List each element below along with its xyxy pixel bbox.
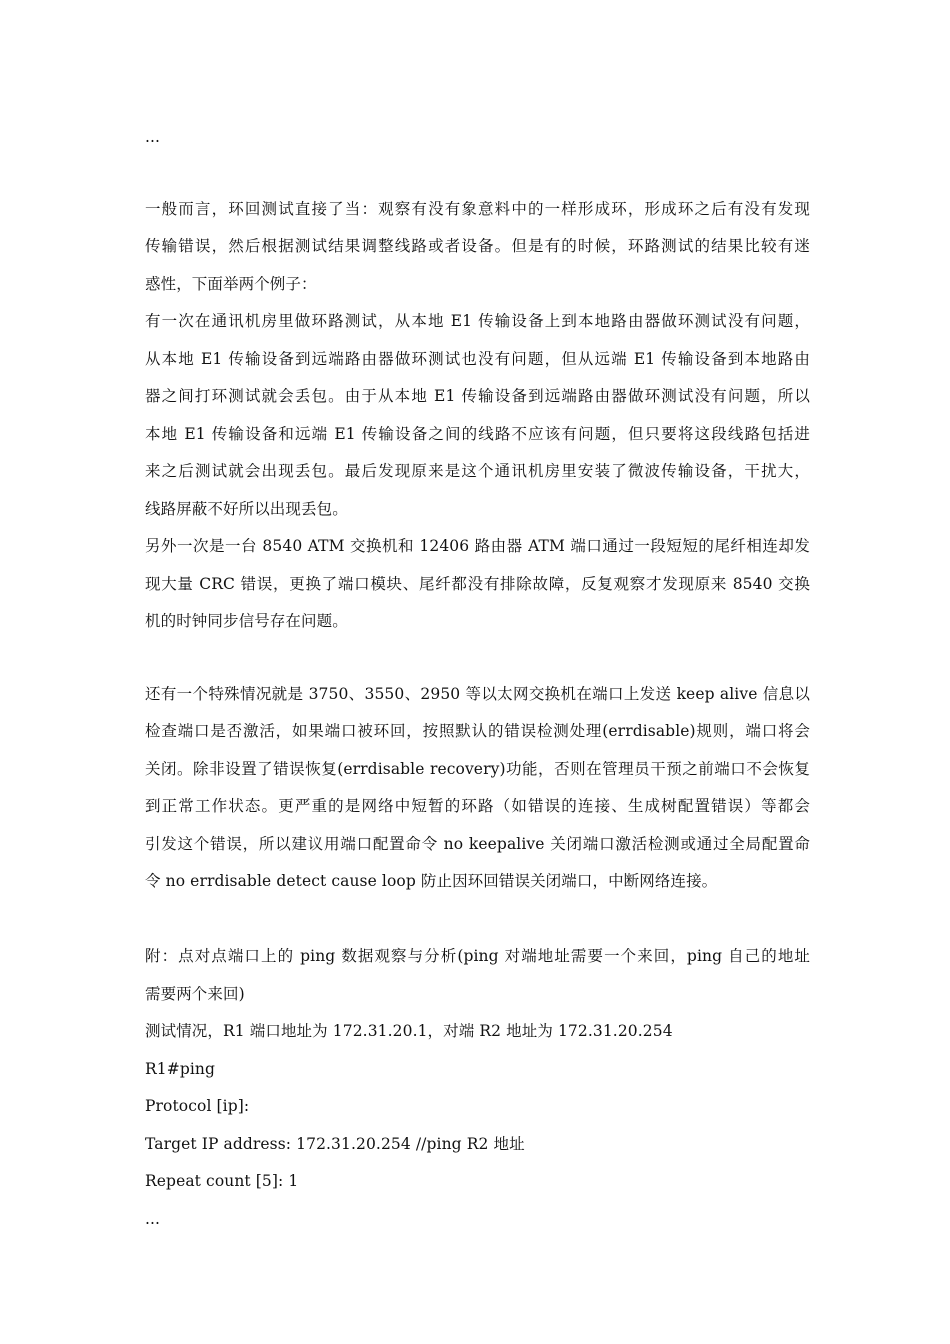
ellipsis-top: ... [145, 128, 161, 146]
ellipsis-bottom: ... [145, 1210, 161, 1228]
paragraph-atm-line-3: 机的时钟同步信号存在问题。 [145, 612, 348, 630]
paragraph-keepalive-line-1: 还有一个特殊情况就是 3750、3550、2950 等以太网交换机在端口上发送 keep alive 信息以 [145, 685, 810, 703]
paragraph-atm-line-2: 现大量 CRC 错误，更换了端口模块、尾纤都没有排除故障，反复观察才发现原来 8540 交换 [145, 575, 810, 593]
paragraph-keepalive-line-4: 到正常工作状态。更严重的是网络中短暂的环路（如错误的连接、生成树配置错误）等都会 [145, 797, 810, 815]
paragraph-loopback-line-1: 一般而言，环回测试直接了当：观察有没有象意料中的一样形成环，形成环之后有没有发现 [145, 200, 810, 218]
cli-prompt-line: R1#ping [145, 1060, 216, 1078]
paragraph-keepalive-line-6: 令 no errdisable detect cause loop 防止因环回错误关闭端口，中断网络连接。 [145, 872, 718, 890]
paragraph-e1-line-2: 从本地 E1 传输设备到远端路由器做环测试也没有问题，但从远端 E1 传输设备到本地路由 [145, 350, 810, 368]
cli-repeat-line: Repeat count [5]: 1 [145, 1172, 299, 1190]
paragraph-e1-line-5: 来之后测试就会出现丢包。最后发现原来是这个通讯机房里安装了微波传输设备，干扰大， [145, 462, 810, 480]
appendix-line-2: 需要两个来回) [145, 985, 245, 1003]
paragraph-e1-line-6: 线路屏蔽不好所以出现丢包。 [145, 500, 348, 518]
test-intro: 测试情况，R1 端口地址为 172.31.20.1，对端 R2 地址为 172.31.20.254 [145, 1022, 673, 1040]
paragraph-e1-line-3: 器之间打环测试就会丢包。由于从本地 E1 传输设备到远端路由器做环测试没有问题，所以 [145, 387, 810, 405]
cli-target-line: Target IP address: 172.31.20.254 //ping R2 地址 [145, 1135, 525, 1153]
paragraph-e1-line-1: 有一次在通讯机房里做环路测试，从本地 E1 传输设备上到本地路由器做环测试没有问题， [145, 312, 810, 330]
paragraph-e1-line-4: 本地 E1 传输设备和远端 E1 传输设备之间的线路不应该有问题，但只要将这段线路包括进 [145, 425, 810, 443]
paragraph-loopback-line-3: 惑性，下面举两个例子： [145, 275, 317, 293]
appendix-line-1: 附：点对点端口上的 ping 数据观察与分析(ping 对端地址需要一个来回，ping 自己的地址 [145, 947, 810, 965]
paragraph-keepalive-line-5: 引发这个错误，所以建议用端口配置命令 no keepalive 关闭端口激活检测或通过全局配置命 [145, 835, 810, 853]
paragraph-atm-line-1: 另外一次是一台 8540 ATM 交换机和 12406 路由器 ATM 端口通过一段短短的尾纤相连却发 [145, 537, 810, 555]
paragraph-loopback-line-2: 传输错误，然后根据测试结果调整线路或者设备。但是有的时候，环路测试的结果比较有迷 [145, 237, 810, 255]
paragraph-keepalive-line-3: 关闭。除非设置了错误恢复(errdisable recovery)功能，否则在管理员干预之前端口不会恢复 [145, 760, 810, 778]
cli-protocol-line: Protocol [ip]: [145, 1097, 250, 1115]
paragraph-keepalive-line-2: 检查端口是否激活，如果端口被环回，按照默认的错误检测处理(errdisable)规则，端口将会 [145, 722, 810, 740]
